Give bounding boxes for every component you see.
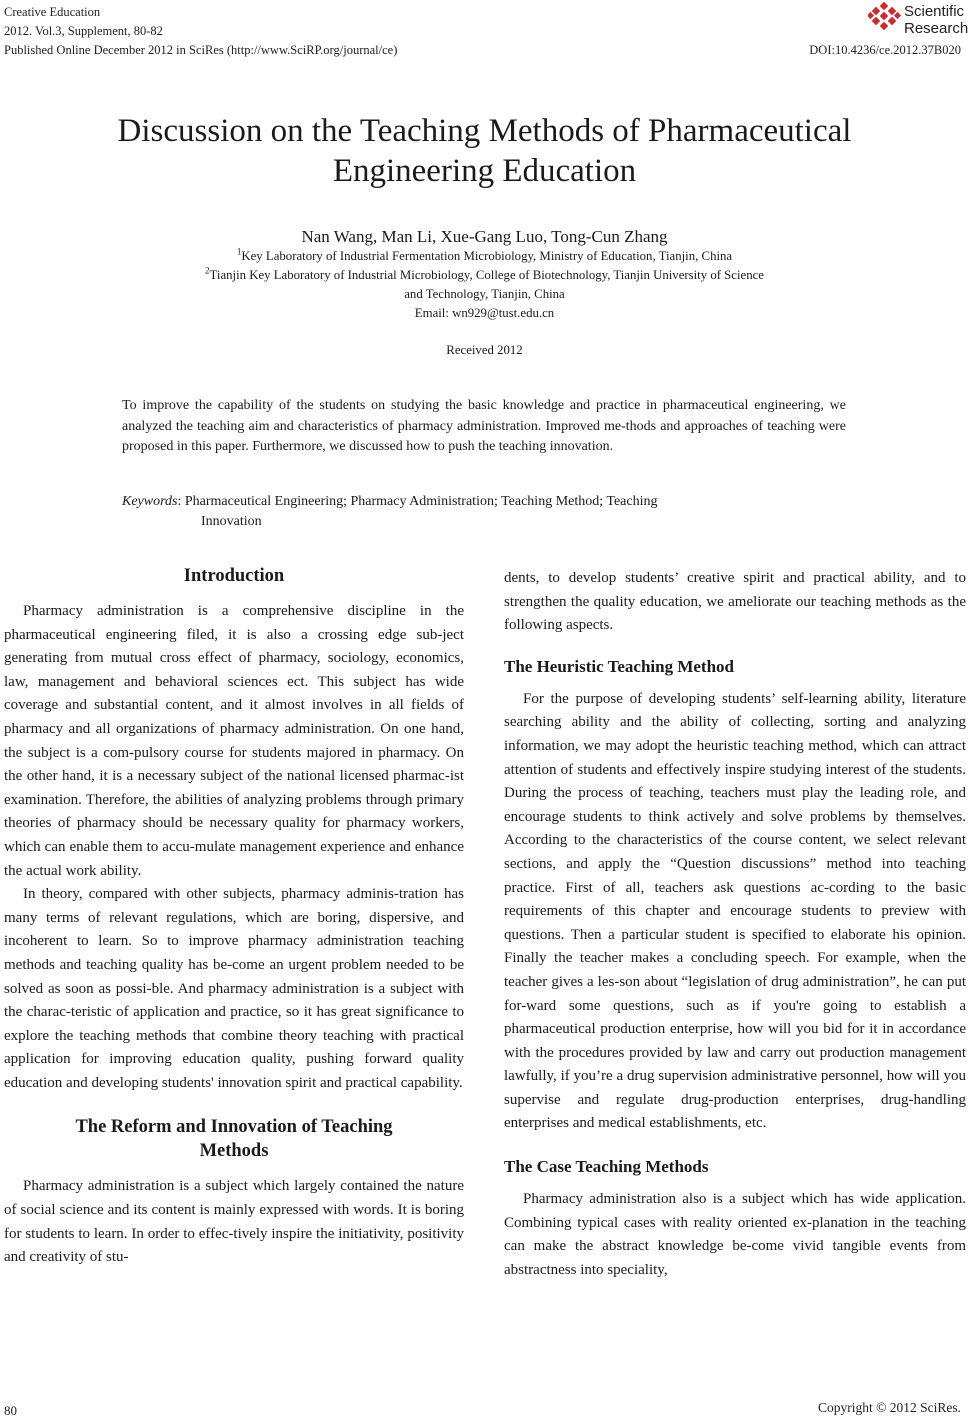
heading-reform-line1: The Reform and Innovation of Teaching	[75, 1117, 393, 1138]
paragraph-reform-1: Pharmacy administration is a subject which largely contained the nature of social science and its content is mainly expressed with words. It is boring for students to learn. In order to effec-tively inspire the initiativity, positivity and creativity of stu-	[4, 1178, 464, 1266]
paper-title-line1: Discussion on the Teaching Methods of Pharmaceutical	[117, 113, 852, 149]
heading-reform-line2: Methods	[199, 1141, 269, 1162]
paragraph-reform-cont: dents, to develop students’ creative spirit and practical ability, and to strengthen the quality education, we ameliorate our teaching methods as the following aspects.	[504, 570, 966, 634]
heading-case: The Case Teaching Methods	[504, 1157, 709, 1177]
paragraph-case: Pharmacy administration also is a subject which has wide application. Combining typical cases with reality oriented ex-planation in the teaching can make the abstract knowledge be-come vivid tangible events from abstractness into speciality,	[504, 1191, 966, 1278]
affiliation-1-text: Key Laboratory of Industrial Fermentation Microbiology, Ministry of Education, Tianjin, China	[241, 249, 733, 263]
right-column	[504, 567, 966, 1282]
logo-line2: Research	[904, 20, 969, 37]
abstract: To improve the capability of the students on studying the basic knowledge and practice in pharmaceutical engineering, we analyzed the teaching aim and characteristics of pharmacy administration. Improved me-thods and approaches of teaching were proposed in this paper. Furthermore, we discussed how to push the teaching innovation.	[122, 398, 846, 454]
authors: Nan Wang, Man Li, Xue-Gang Luo, Tong-Cun Zhang	[301, 227, 668, 246]
affiliation-2-text: Tianjin Key Laboratory of Industrial Microbiology, College of Biotechnology, Tianjin University of Science	[209, 268, 764, 282]
affiliation-2-sup: 2	[205, 265, 210, 276]
paragraph-intro-2: In theory, compared with other subjects, pharmacy adminis-tration has many terms of relevant regulations, which are boring, dispersive, and incoherent to learn. So to improve pharmacy administration teaching methods and teaching quality has be-come an urgent problem needed to be solved as soon as possi-ble. And pharmacy administration is a subject with the charac-teristic of application and practice, so it has great significance to explore the teaching methods that combine theory teaching with practical application for improving education quality, pushing forward quality education and developing students' innovation spirit and practical capability.	[4, 886, 464, 1091]
paper-title-line2: Engineering Education	[332, 153, 637, 189]
logo-line1: Scientific	[904, 3, 965, 20]
keywords-line1: : Pharmaceutical Engineering; Pharmacy Administration; Teaching Method; Teaching	[177, 494, 658, 509]
left-column	[4, 564, 464, 1270]
heading-heuristic: The Heuristic Teaching Method	[504, 656, 734, 676]
journal-volume: 2012. Vol.3, Supplement, 80-82	[4, 24, 163, 38]
copyright: Copyright © 2012 SciRes.	[817, 1400, 961, 1415]
published-online: Published Online December 2012 in SciRes (http://www.SciRP.org/journal/ce)	[4, 43, 398, 57]
journal-name: Creative Education	[4, 5, 101, 19]
keywords	[122, 492, 846, 512]
scientific-research-logo-icon	[868, 2, 904, 36]
keywords-label: Keywords	[122, 494, 178, 509]
affiliation-2	[0, 266, 969, 285]
page-number: 80	[4, 1403, 17, 1418]
email[interactable]: Email: wn929@tust.edu.cn	[414, 306, 555, 320]
paragraph-intro-1: Pharmacy administration is a comprehensive discipline in the pharmaceutical engineering filed, it is also a crossing edge sub-ject generating from mutual cross effect of pharmacy, sociology, economics, law, management and behavioral sciences ect. This subject has wide coverage and substantial content, and it almost involves in all fields of pharmacy and all organizations of pharmacy administration. On one hand, the subject is a com-pulsory course for students majored in pharmacy. On the other hand, it is a necessary subject of the national licensed pharmac-ist examination. Therefore, the abilities of analyzing problems through primary theories of pharmacy should be necessary quality for pharmacy workers, which can enable them to accu-mulate management experience and enhance the actual work ability.	[4, 603, 464, 879]
affiliation-1	[0, 247, 969, 266]
paragraph-heuristic: For the purpose of developing students’ self-learning ability, literature searching ability and the ability of collecting, sorting and analyzing information, we may adopt the heuristic teaching method, which can attract attention of students and effectively inspire studying interest of the students. During the process of teaching, teachers must play the leading role, and encourage students to think actively and solve problems by themselves. According to the characteristics of the course content, we select relevant sections, and apply the “Question discussions” method into teaching practice. First of all, teachers ask questions ac-cording to the basic requirements of this chapter and encourage students to preview with questions. Then a particular student is specified to elaborate his opinion. Finally the teacher makes a concluding speech. For example, when the teacher gives a les-son about “legislation of drug administration”, he can put for-ward some questions, such as if you're going to establish a pharmaceutical production enterprise, how will you bid for it in accordance with the procedures provided by law and carry out production management lawfully, if you’re a drug supervision administrative personnel, how will you supervise and regulate drug-production enterprises, drug-handling enterprises and medical establishments, etc.	[504, 690, 966, 1132]
affiliation-1-sup: 1	[236, 246, 242, 257]
heading-introduction: Introduction	[183, 566, 285, 586]
doi: DOI:10.4236/ce.2012.37B020	[809, 43, 961, 57]
received-date: Received 2012	[446, 343, 523, 357]
keywords-line2: Innovation	[201, 514, 262, 529]
scientific-research-logo[interactable]	[868, 2, 968, 38]
affiliation-2-cont: and Technology, Tianjin, China	[404, 287, 565, 301]
